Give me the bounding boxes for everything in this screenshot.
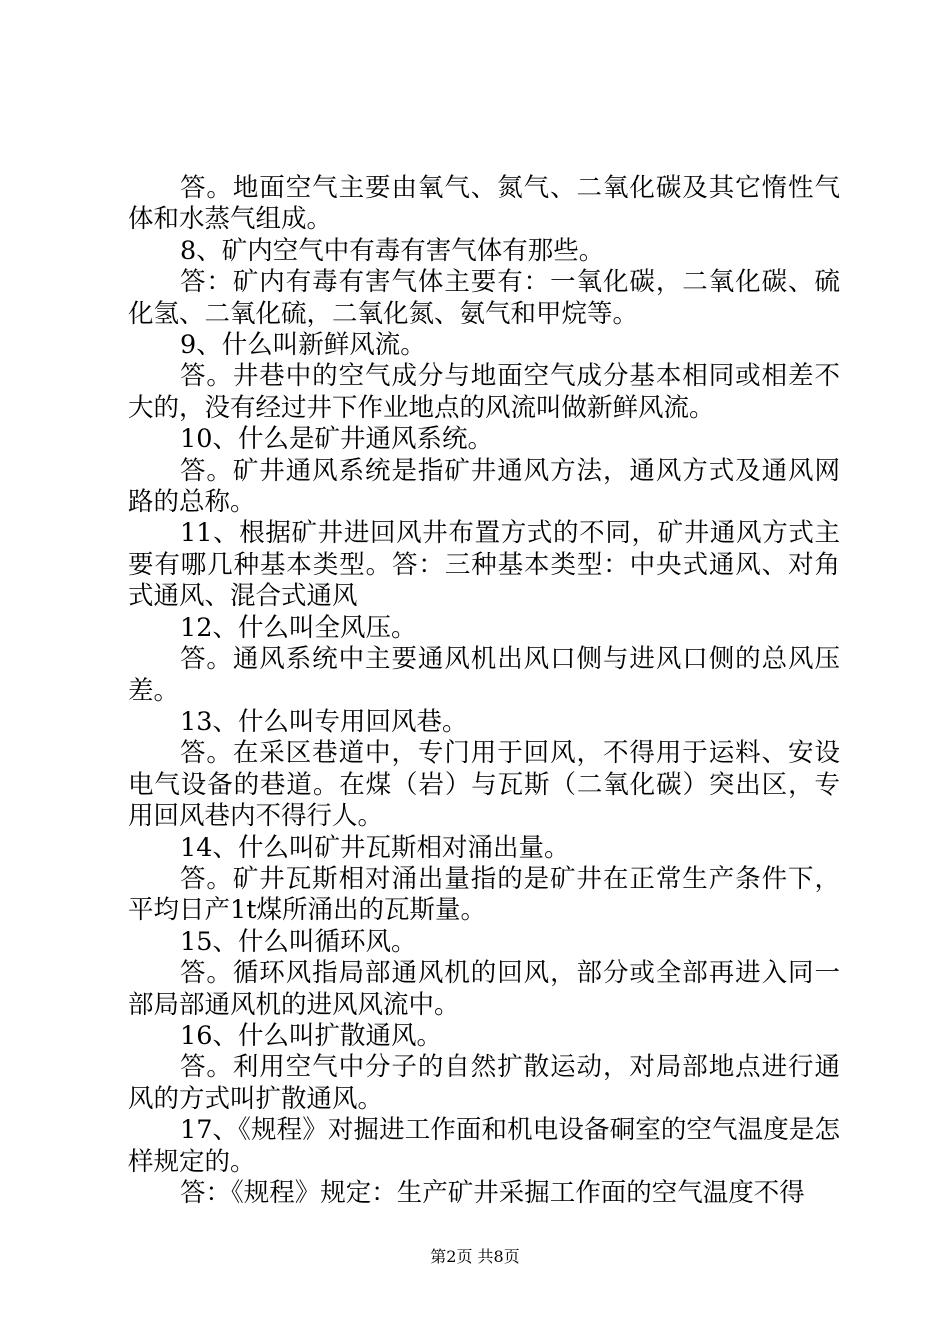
page-footer bbox=[0, 1244, 950, 1267]
page-number-label: 第2页 共8页 bbox=[430, 1247, 520, 1266]
answer-8: 答：矿内有毒有害气体主要有：一氧化碳，二氧化碳、硫化氢、二氧化硫，二氧化氮、氨气和甲烷等。 bbox=[128, 267, 840, 329]
answer-16: 答。利用空气中分子的自然扩散运动，对局部地点进行通风的方式叫扩散通风。 bbox=[128, 1052, 840, 1114]
answer-12: 答。通风系统中主要通风机出风口侧与进风口侧的总风压差。 bbox=[128, 644, 840, 706]
question-10: 10、什么是矿井通风系统。 bbox=[180, 424, 493, 455]
document-body bbox=[128, 173, 840, 1209]
question-16: 16、什么叫扩散通风。 bbox=[180, 1020, 442, 1051]
answer-15: 答。循环风指局部通风机的回风，部分或全部再进入同一部局部通风机的进风风流中。 bbox=[128, 958, 840, 1020]
question-15: 15、什么叫循环风。 bbox=[180, 926, 417, 957]
question-17: 17、《规程》对掘进工作面和机电设备硐室的空气温度是怎样规定的。 bbox=[128, 1115, 840, 1177]
answer-9: 答。井巷中的空气成分与地面空气成分基本相同或相差不大的，没有经过井下作业地点的风流叫做新鲜风流。 bbox=[128, 361, 840, 423]
answer-17: 答：《规程》规定：生产矿井采掘工作面的空气温度不得 bbox=[180, 1178, 805, 1208]
question-9: 9、什么叫新鲜风流。 bbox=[180, 330, 426, 361]
answer-10: 答。矿井通风系统是指矿井通风方法，通风方式及通风网路的总称。 bbox=[128, 455, 840, 518]
paragraph: 答。地面空气主要由氧气、氮气、二氧化碳及其它惰性气体和水蒸气组成。 bbox=[128, 173, 840, 235]
question-13: 13、什么叫专用回风巷。 bbox=[180, 706, 468, 737]
question-12: 12、什么叫全风压。 bbox=[180, 612, 417, 643]
answer-14: 答。矿井瓦斯相对涌出量指的是矿井在正常生产条件下，平均日产1t煤所涌出的瓦斯量。 bbox=[128, 863, 840, 926]
answer-13: 答。在采区巷道中，专门用于回风，不得用于运料、安设电气设备的巷道。在煤（岩）与瓦斯（二氧化碳）突出区，专用回风巷内不得行人。 bbox=[128, 738, 840, 832]
question-14: 14、什么叫矿井瓦斯相对涌出量。 bbox=[180, 832, 570, 863]
question-8: 8、矿内空气中有毒有害气体有那些。 bbox=[180, 235, 605, 266]
question-11: 11、根据矿井进回风井布置方式的不同，矿井通风方式主要有哪几种基本类型。答：三种基本类型：中央式通风、对角式通风、混合式通风 bbox=[128, 518, 840, 612]
